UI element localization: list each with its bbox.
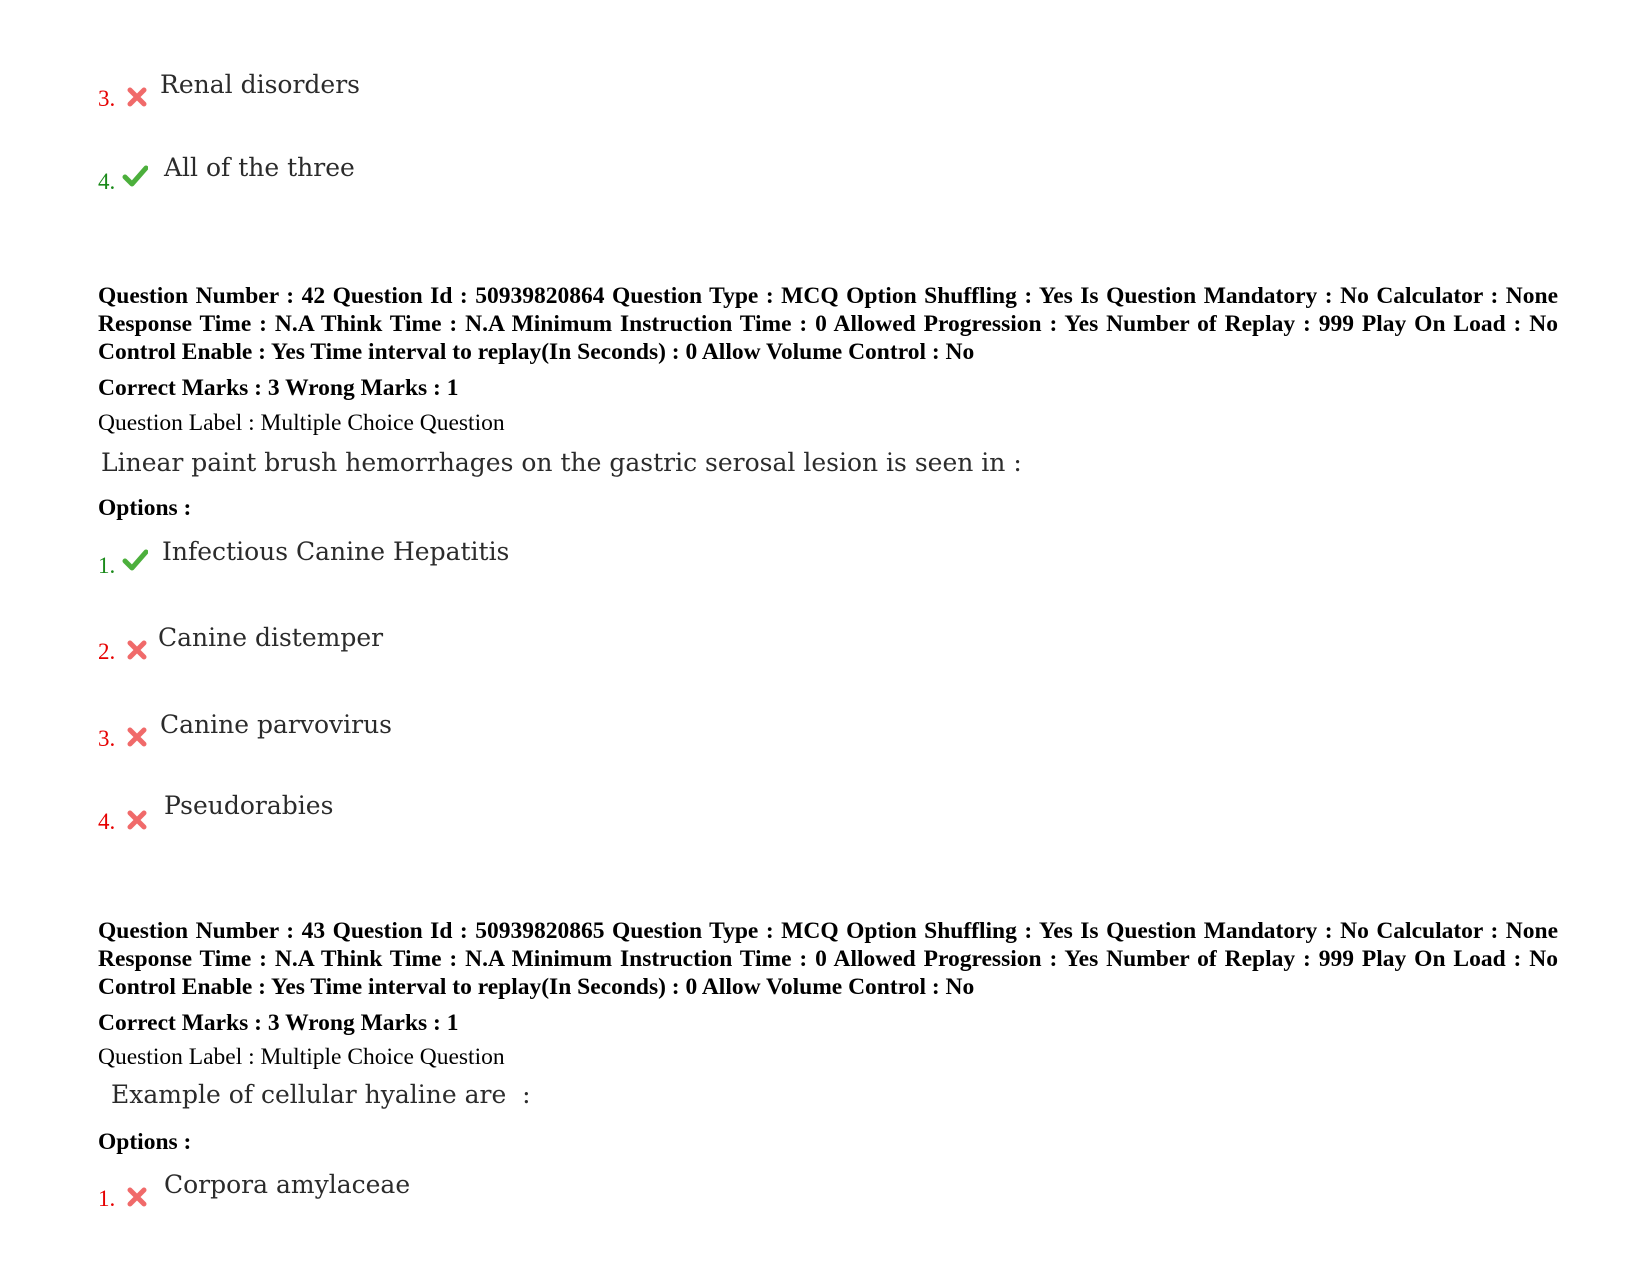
question-meta: Question Number : 43 Question Id : 50939820865 Question Type : MCQ Option Shuffling : Yes Is Question Mandatory : No Calculator : None Response Time : N.A Think Time : N.A Minimum Instruction Time : 0 Allowed Progression : Yes Number of Replay : 999 Play On Load : No Control Enable : Yes Time interval to replay(In Seconds) : 0 Allow Volume Control : No xyxy=(98,918,1558,1000)
cross-icon xyxy=(124,637,150,663)
option-row xyxy=(98,710,998,770)
option-number: 4. xyxy=(98,809,116,834)
option-row xyxy=(98,153,998,213)
option-row xyxy=(98,1170,998,1230)
option-number: 1. xyxy=(98,553,116,578)
question-meta: Question Number : 42 Question Id : 50939820864 Question Type : MCQ Option Shuffling : Yes Is Question Mandatory : No Calculator : None Response Time : N.A Think Time : N.A Minimum Instruction Time : 0 Allowed Progression : Yes Number of Replay : 999 Play On Load : No Control Enable : Yes Time interval to replay(In Seconds) : 0 Allow Volume Control : No xyxy=(98,283,1558,365)
option-number: 3. xyxy=(98,726,116,751)
option-row xyxy=(98,70,998,130)
question-marks: Correct Marks : 3 Wrong Marks : 1 xyxy=(98,375,459,401)
cross-icon xyxy=(124,1184,150,1210)
option-number: 3. xyxy=(98,86,116,111)
cross-icon xyxy=(124,724,150,750)
option-text: Corpora amylaceae xyxy=(164,1170,411,1199)
option-text: Pseudorabies xyxy=(164,791,334,820)
check-icon xyxy=(122,163,148,189)
option-row xyxy=(98,623,998,683)
question-marks: Correct Marks : 3 Wrong Marks : 1 xyxy=(98,1010,459,1036)
question-text: Linear paint brush hemorrhages on the gastric serosal lesion is seen in : xyxy=(101,448,1022,477)
options-heading: Options : xyxy=(98,1129,192,1155)
option-text: Canine distemper xyxy=(158,623,384,652)
option-number: 2. xyxy=(98,639,116,664)
option-text: Renal disorders xyxy=(160,70,360,99)
option-text: Canine parvovirus xyxy=(160,710,393,739)
option-number: 4. xyxy=(98,169,116,194)
option-text: Infectious Canine Hepatitis xyxy=(162,537,510,566)
question-label: Question Label : Multiple Choice Question xyxy=(98,410,505,436)
option-row xyxy=(98,793,998,853)
check-icon xyxy=(122,547,148,573)
option-row xyxy=(98,537,998,597)
cross-icon xyxy=(124,84,150,110)
option-text: All of the three xyxy=(164,153,355,182)
cross-icon xyxy=(124,807,150,833)
option-number: 1. xyxy=(98,1186,116,1211)
options-heading: Options : xyxy=(98,495,192,521)
question-text: Example of cellular hyaline are : xyxy=(111,1080,531,1109)
question-label: Question Label : Multiple Choice Question xyxy=(98,1044,505,1070)
